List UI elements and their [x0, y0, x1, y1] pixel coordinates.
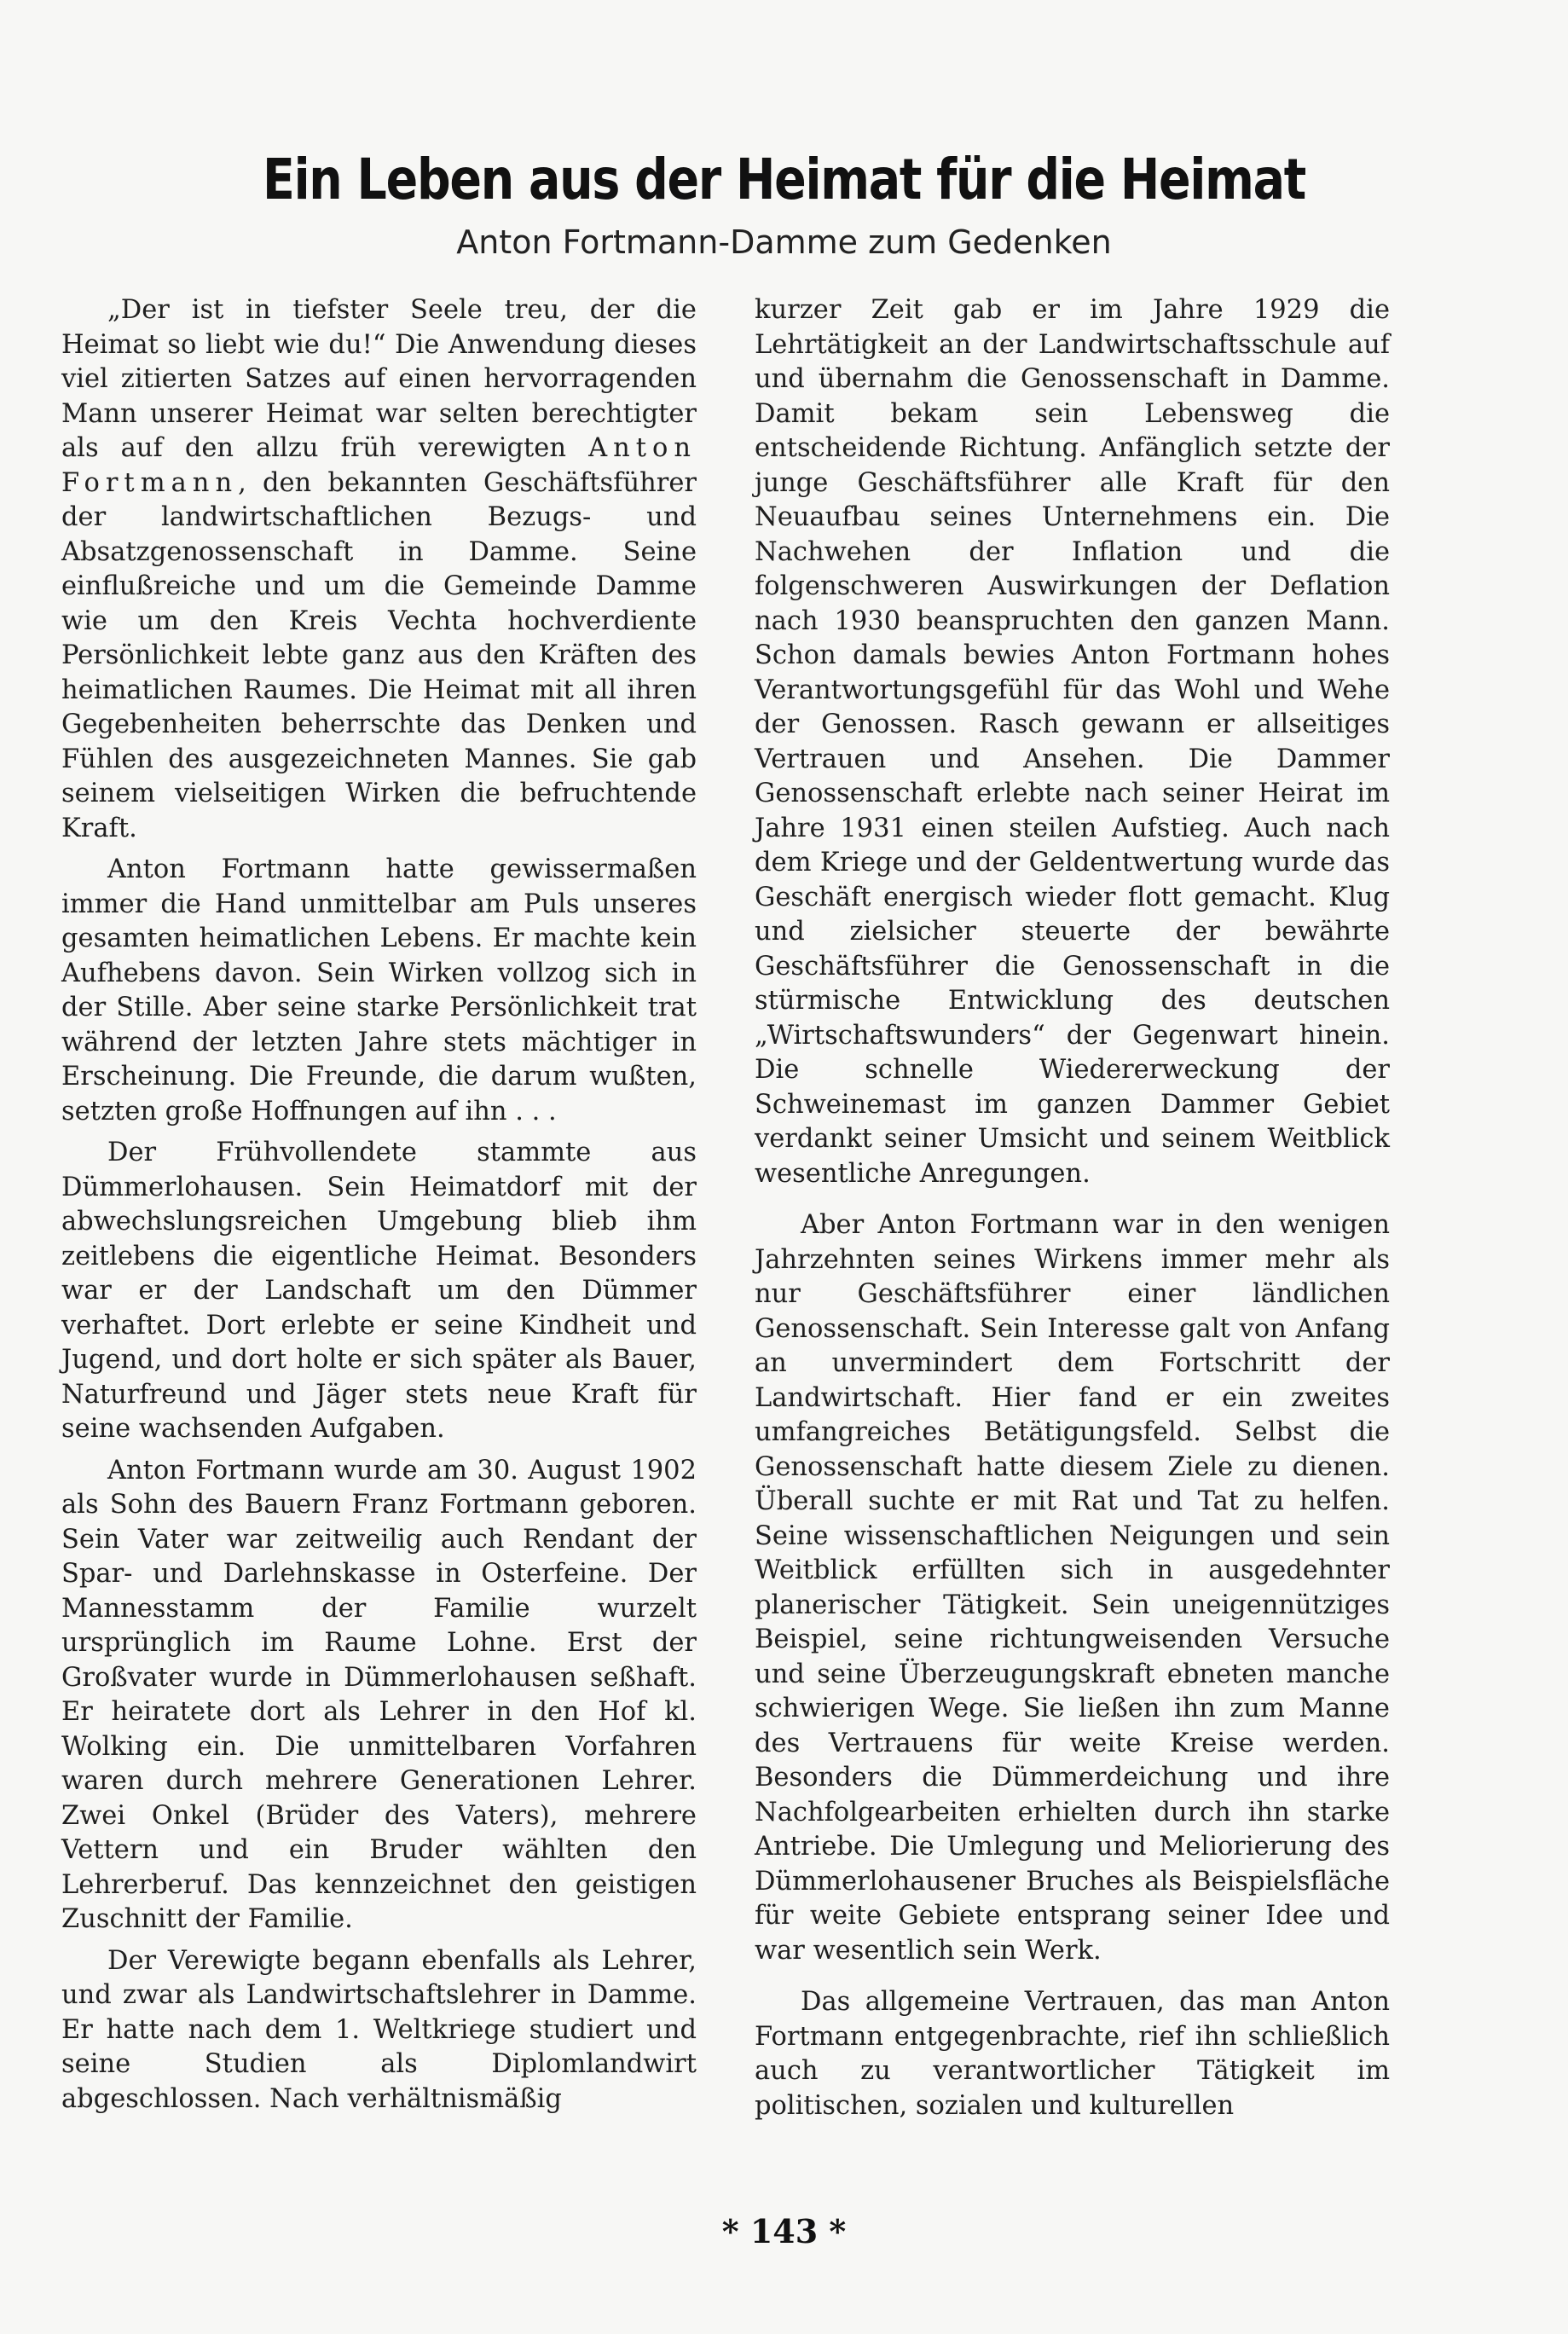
paragraph-text: , den bekannten Geschäftsführer der landwirtschaftlichen Bezugs- und Absatzgenossenschaft in Damme. Seine einflußreiche und um die Gemeinde Damme wie um den Kreis Vechta hochverdiente Persönlichkeit lebte ganz aus den Kräften des heimatlichen Raumes. Die Heimat mit all ihren Gegebenheiten beherrschte das Denken und Fühlen des ausgezeichneten Mannes. Sie gab seinem vielseitigen Wirken die befruchtende Kraft.	[61, 467, 697, 843]
paragraph	[61, 293, 697, 846]
paragraph: Der Verewigte begann ebenfalls als Lehrer, und zwar als Landwirtschaftslehrer in Damme. Er hatte nach dem 1. Weltkriege studiert und seine Studien als Diplomlandwirt abgeschlossen. Nach verhältnismäßig	[61, 1945, 697, 2114]
paragraph: Der Frühvollendete stammte aus Dümmerlohausen. Sein Heimatdorf mit der abwechslungsreichen Umgebung blieb ihm zeitlebens die eigentliche Heimat. Besonders war er der Landschaft um den Dümmer verhaftet. Dort erlebte er seine Kindheit und Jugend, und dort holte er sich später als Bauer, Naturfreund und Jäger stets neue Kraft für seine wachsenden Aufgaben.	[61, 1138, 697, 1444]
article-title: Ein Leben aus der Heimat für die Heimat	[262, 147, 1306, 212]
right-column	[755, 293, 1390, 2130]
paragraph: Das allgemeine Vertrauen, das man Anton Fortmann entgegenbrachte, rief ihn schließlich auch zu verantwortlicher Tätigkeit im politischen, sozialen und kulturellen	[755, 1987, 1390, 2121]
paragraph: Anton Fortmann hatte gewissermaßen immer die Hand unmittelbar am Puls unseres gesamten heimatlichen Lebens. Er machte kein Aufhebens davon. Sein Wirken vollzog sich in der Stille. Aber seine starke Persönlichkeit trat während der letzten Jahre stets mächtiger in Erscheinung. Die Freunde, die darum wußten, setzten große Hoffnungen auf ihn . . .	[61, 854, 697, 1126]
article-subtitle: Anton Fortmann-Damme zum Gedenken	[456, 223, 1112, 261]
paragraph-text: „Der ist in tiefster Seele treu, der die Heimat so liebt wie du!“ Die Anwendung dieses viel zitierten Satzes auf einen hervorragenden Mann unserer Heimat war selten berechtigter als auf den allzu früh verewigten	[61, 295, 697, 463]
paragraph: Aber Anton Fortmann war in den wenigen Jahrzehnten seines Wirkens immer mehr als nur Geschäftsführer einer ländlichen Genossenschaft. Sein Interesse galt von Anfang an unvermindert dem Fortschritt der Landwirtschaft. Hier fand er ein zweites umfangreiches Betätigungsfeld. Selbst die Genossenschaft hatte diesem Ziele zu dienen. Überall suchte er mit Rat und Tat zu helfen. Seine wissenschaftlichen Neigungen und sein Weitblick erfüllten sich in ausgedehnter planerischer Tätigkeit. Sein uneigennütziges Beispiel, seine richtungweisenden Versuche und seine Überzeugungskraft ebneten manche schwierigen Wege. Sie ließen ihn zum Manne des Vertrauens für weite Kreise werden. Besonders die Dümmerdeichung und ihre Nachfolgearbeiten erhielten durch ihn starke Antriebe. Die Umlegung und Meliorierung des Dümmerlohausener Bruches als Beispielsfläche für weite Gebiete entsprang seiner Idee und war wesentlich sein Werk.	[755, 1210, 1390, 1966]
paragraph: kurzer Zeit gab er im Jahre 1929 die Lehrtätigkeit an der Landwirtschaftsschule auf und übernahm die Genossenschaft in Damme. Damit bekam sein Lebensweg die entscheidende Richtung. Anfänglich setzte der junge Geschäftsführer alle Kraft für den Neuaufbau seines Unternehmens ein. Die Nachwehen der Inflation und die folgenschweren Auswirkungen der Deflation nach 1930 beanspruchten den ganzen Mann. Schon damals bewies Anton Fortmann hohes Verantwortungsgefühl für das Wohl und Wehe der Genossen. Rasch gewann er allseitiges Vertrauen und Ansehen. Die Dammer Genossenschaft erlebte nach seiner Heirat im Jahre 1931 einen steilen Aufstieg. Auch nach dem Kriege und der Geldentwertung wurde das Geschäft energisch wieder flott gemacht. Klug und zielsicher steuerte der bewährte Geschäftsführer die Genossenschaft in die stürmische Entwicklung des deutschen „Wirtschaftswunders“ der Gegenwart hinein. Die schnelle Wiedererweckung der Schweinemast im ganzen Dammer Gebiet verdankt seiner Umsicht und seinem Weitblick wesentliche Anregungen.	[755, 295, 1390, 1189]
page-number: * 143 *	[721, 2212, 847, 2250]
left-column	[61, 293, 697, 2123]
spaced-name: Anton Fortmann	[61, 433, 697, 498]
paragraph: Anton Fortmann wurde am 30. August 1902 als Sohn des Bauern Franz Fortmann geboren. Sein Vater war zeitweilig auch Rendant der Spar- und Darlehnskasse in Osterfeine. Der Mannesstamm der Familie wurzelt ursprünglich im Raume Lohne. Erst der Großvater wurde in Dümmerlohausen seßhaft. Er heiratete dort als Lehrer in den Hof kl. Wolking ein. Die unmittelbaren Vorfahren waren durch mehrere Generationen Lehrer. Zwei Onkel (Brüder des Vaters), mehrere Vettern und ein Bruder wählten den Lehrerberuf. Das kennzeichnet den geistigen Zuschnitt der Familie.	[61, 1455, 697, 1934]
